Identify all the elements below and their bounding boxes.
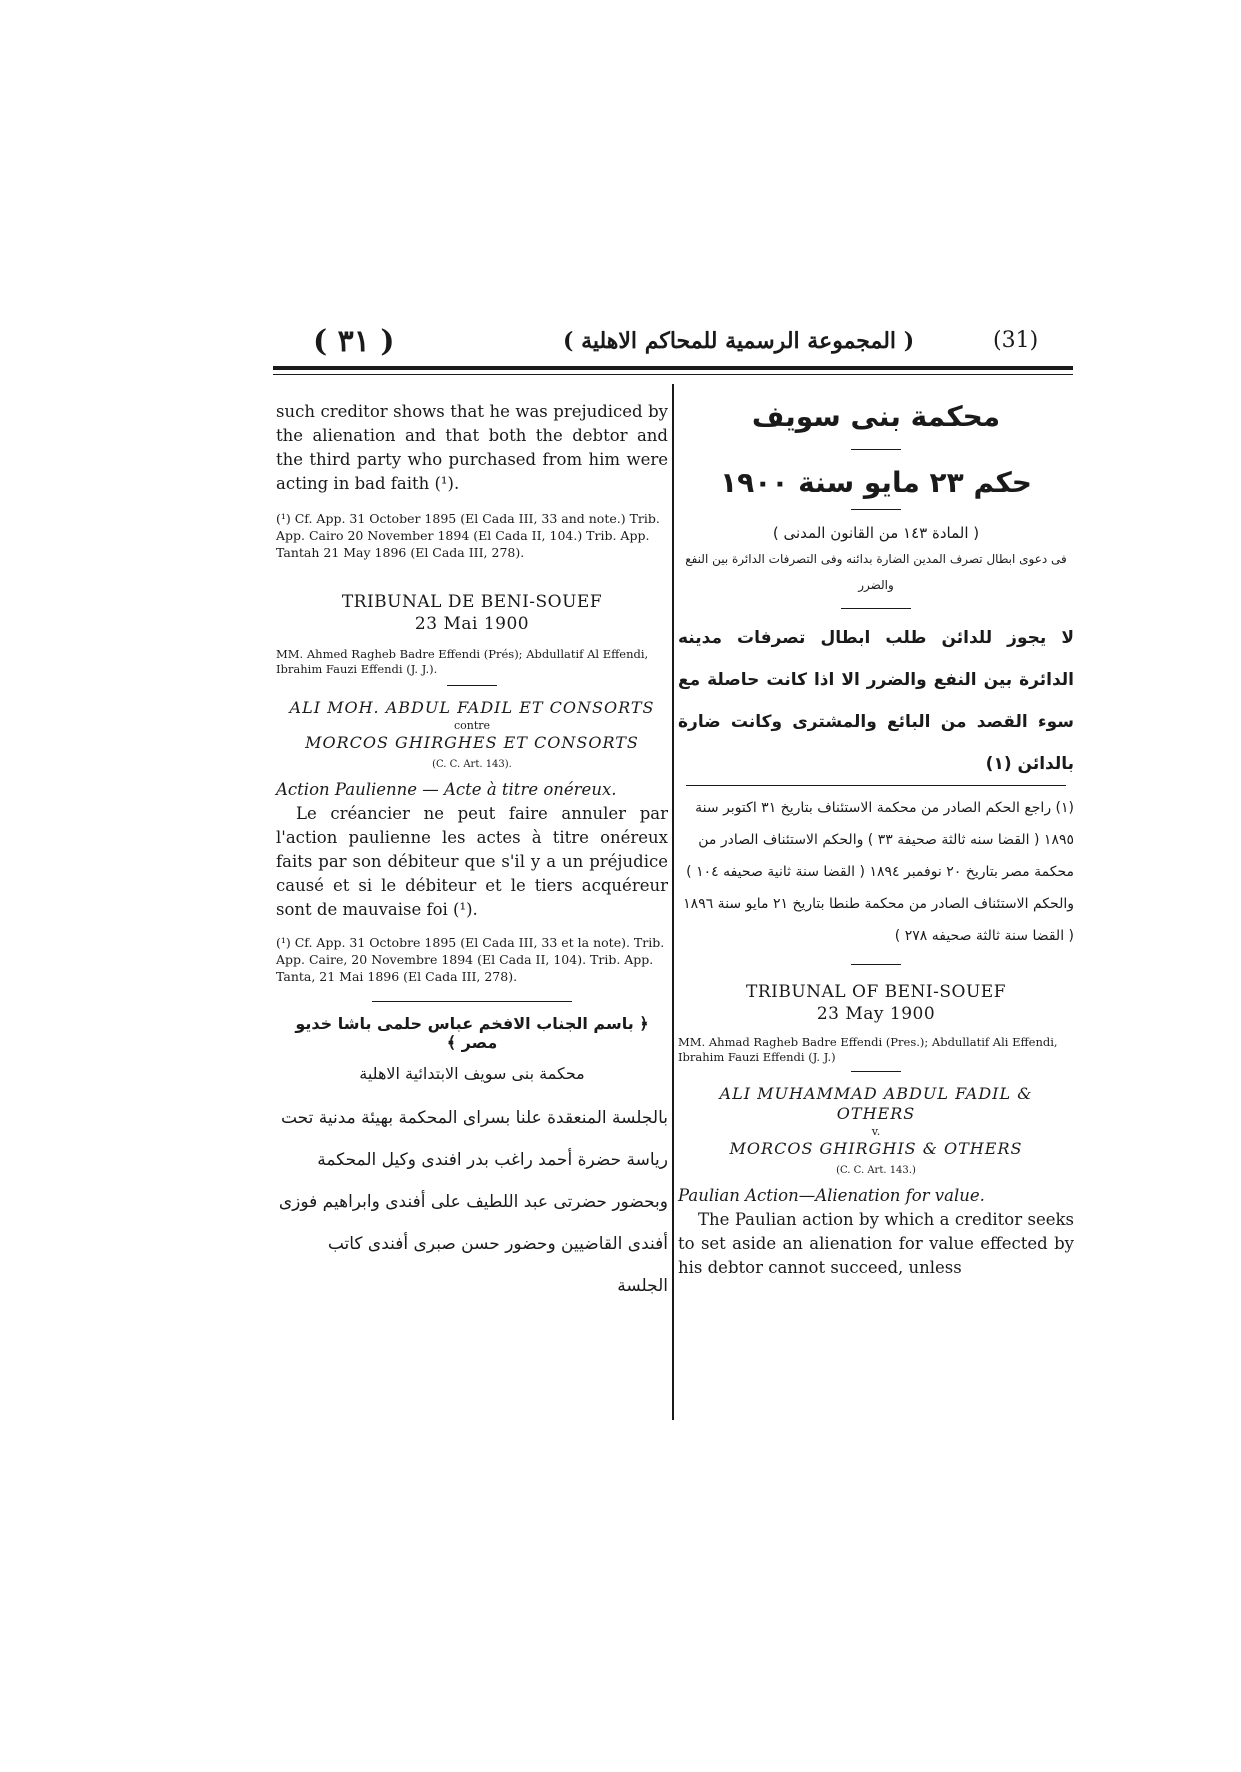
arabic-running-title: ( المجموعة الرسمية للمحاكم الاهلية ) xyxy=(563,328,915,354)
tribunal-heading: TRIBUNAL DE BENI-SOUEF xyxy=(341,592,603,612)
arabic-invocation: ﴿ باسم الجناب الافخم عباس حلمى باشا خديو مصر ﴾ xyxy=(295,1014,649,1052)
party-defendant: MORCOS GHIRGHIS & OTHERS xyxy=(729,1139,1023,1158)
party-defendant: MORCOS GHIRGHES ET CONSORTS xyxy=(305,733,639,752)
tribunal-heading: TRIBUNAL OF BENI-SOUEF xyxy=(745,982,1006,1002)
case-summary: Le créancier ne peut faire annuler par l'action paulienne les actes à titre onéreux faits par son débiteur que s'il y a un préjudice causé et si le débiteur et le tiers acquéreur sont de mauvaise foi (¹). xyxy=(276,804,668,919)
footnote: (¹) Cf. App. 31 Octobre 1895 (El Cada III, 33 et la note). Trib. App. Caire, 20 Novembre 1894 (El Cada II, 104). Trib. App. Tanta, 21 Mai 1896 (El Cada III, 278). xyxy=(276,935,665,984)
arabic-session-text: بالجلسة المنعقدة علنا بسراى المحكمة بهيئة مدنية تحت رياسة حضرة أحمد راغب بدر افندى وكيل المحكمة وبحضور حضرتى عبد اللطيف على أفندى وابراهيم فوزى أفندى القاضيين وحضور حسن صبرى أفندى كاتب الجلسة xyxy=(278,1108,668,1296)
continued-footnote: (¹) Cf. App. 31 October 1895 (El Cada III, 33 and note.) Trib. App. Cairo 20 November 1894 (El Cada II, 104.) Trib. App. Tantah 21 May 1896 (El Cada III, 278). xyxy=(276,511,660,560)
column-divider xyxy=(672,384,674,1420)
arabic-court-title: محكمة بنى سويف xyxy=(751,400,1001,433)
judgment-date: 23 May 1900 xyxy=(816,1004,936,1024)
arabic-page-number: ( ٣١ ) xyxy=(313,324,395,359)
right-column xyxy=(678,400,1074,1280)
header-rule-thin xyxy=(273,374,1073,375)
judges-line: MM. Ahmad Ragheb Badre Effendi (Pres.); Abdullatif Ali Effendi, Ibrahim Fauzi Effendi (J. J.) xyxy=(678,1035,1058,1064)
continued-paragraph: such creditor shows that he was prejudiced by the alienation and that both the debtor and the third party who purchased from him were acting in bad faith (¹). xyxy=(276,402,668,493)
arabic-case-description: فى دعوى ابطال تصرف المدين الضارة بدائنه وفى التصرفات الدائرة بين النفع والضرر xyxy=(685,552,1067,592)
header-rule-thick xyxy=(273,366,1073,370)
arabic-holding: لا يجوز للدائن طلب ابطال تصرفات مدينه الدائرة بين النفع والضرر الا اذا كانت حاصلة مع سوء القصد من البائع والمشترى وكانت ضارة بالدائن (١) xyxy=(678,628,1074,774)
article-reference: (C. C. Art. 143). xyxy=(432,759,512,770)
article-reference: (C. C. Art. 143.) xyxy=(836,1165,916,1176)
arabic-article: ( المادة ١٤٣ من القانون المدنى ) xyxy=(772,524,980,542)
arabic-footnote: (١) راجع الحكم الصادر من محكمة الاستئناف بتاريخ ٣١ اكتوبر سنة ١٨٩٥ ( القضا سنه ثالثة صحيفة ٣٣ ) والحكم الاستئناف الصادر من محكمة مصر بتاريخ ٢٠ نوفمبر ١٨٩٤ ( القضا سنة ثانية صحيفه ١٠٤ ) والحكم الاستئناف الصادر من محكمة طنطا بتاريخ ٢١ مايو سنة ١٨٩٦ ( القضا سنة ثالثة صحيفه ٢٧٨ ) xyxy=(683,800,1074,944)
judgment-date: 23 Mai 1900 xyxy=(414,614,530,634)
page-number: (31) xyxy=(993,328,1039,353)
party-plaintiff: ALI MOH. ABDUL FADIL ET CONSORTS xyxy=(289,698,655,717)
case-subject: Paulian Action—Alienation for value. xyxy=(678,1186,985,1205)
arabic-court-name: محكمة بنى سويف الابتدائية الاهلية xyxy=(359,1064,585,1083)
party-plaintiff: ALI MUHAMMAD ABDUL FADIL & OTHERS xyxy=(719,1084,1033,1123)
case-subject: Action Paulienne — Acte à titre onéreux. xyxy=(276,780,617,799)
page-header xyxy=(273,322,1073,366)
contre-label: contre xyxy=(453,719,491,732)
judges-line: MM. Ahmed Ragheb Badre Effendi (Prés); Abdullatif Al Effendi, Ibrahim Fauzi Effendi (J. J.). xyxy=(276,647,649,676)
versus-label: v. xyxy=(871,1125,881,1138)
case-summary: The Paulian action by which a creditor seeks to set aside an alienation for value effected by his debtor cannot succeed, unless xyxy=(678,1210,1074,1277)
arabic-judgment-date: حكم ٢٣ مايو سنة ١٩٠٠ xyxy=(720,466,1032,499)
left-column xyxy=(276,400,668,1307)
